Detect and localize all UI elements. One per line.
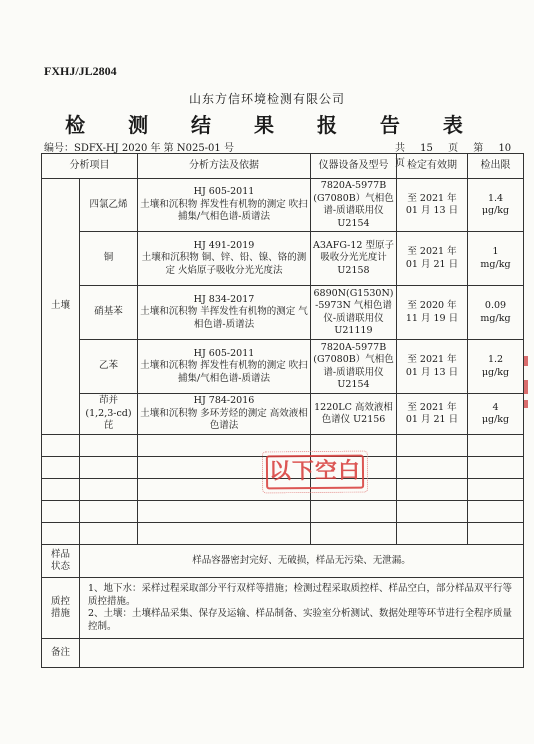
row-item: 茚并 (1,2,3-cd) 芘 [80,394,138,435]
row-method: HJ 834-2017 土壤和沉积物 半挥发性有机物的测定 气相色谱-质谱法 [138,286,311,340]
empty-row [42,501,524,523]
seal-edge-mark [524,400,528,408]
table-row [42,286,524,340]
sample-status-row [42,545,524,578]
row-method: HJ 605-2011 土壤和沉积物 挥发性有机物的测定 吹扫捕集/气相色谱-质谱法 [138,340,311,394]
company-name: 山东方信环境检测有限公司 [188,92,345,106]
page-title: 检 测 结 果 报 告 表 [65,113,481,137]
row-instrument: 7820A-5977B (G7080B）气相色谱-质谱联用仪 U2154 [311,340,397,394]
row-item: 乙苯 [80,340,138,394]
row-instrument: 7820A-5977B (G7080B）气相色谱-质谱联用仪 U2154 [311,179,397,232]
header-validity: 检定有效期 [397,154,468,179]
row-instrument: 6890N(G1530N) -5973N 气相色谱仪-质谱联用仪 U21119 [311,286,397,340]
row-item: 四氯乙烯 [80,179,138,232]
document-code: FXHJ/JL2804 [44,64,117,78]
sample-status-label: 样品 状态 [42,545,80,578]
row-validity: 至 2021 年 01 月 13 日 [397,340,468,394]
row-item: 铜 [80,232,138,286]
empty-row [42,523,524,545]
row-limit: 1.2 μg/kg [468,340,524,394]
row-validity: 至 2020 年 11 月 19 日 [397,286,468,340]
sample-status-text: 样品容器密封完好、无破损，样品无污染、无泄漏。 [80,545,524,578]
seal-edge-mark [524,380,528,394]
row-limit: 4 μg/kg [468,394,524,435]
table-row [42,179,524,232]
row-validity: 至 2021 年 01 月 21 日 [397,232,468,286]
blank-below-stamp: 以下空白 [266,455,364,490]
seal-edge-mark [524,356,528,366]
qc-label: 质控 措施 [42,578,80,639]
header-instrument: 仪器设备及型号 [311,154,397,179]
row-validity: 至 2021 年 01 月 21 日 [397,394,468,435]
qc-row [42,578,524,639]
row-method: HJ 784-2016 土壤和沉积物 多环芳烃的测定 高效液相色谱法 [138,394,311,435]
header-method: 分析方法及依据 [138,154,311,179]
header-limit: 检出限 [468,154,524,179]
row-method: HJ 605-2011 土壤和沉积物 挥发性有机物的测定 吹扫捕集/气相色谱-质谱法 [138,179,311,232]
row-limit: 0.09 mg/kg [468,286,524,340]
row-limit: 1.4 μg/kg [468,179,524,232]
table-row [42,340,524,394]
group-label-soil: 土壤 [42,179,80,435]
remark-label: 备注 [42,639,80,668]
row-instrument: A3AFG-12 型原子吸收分光光度计 U2158 [311,232,397,286]
row-instrument: 1220LC 高效液相色谱仪 U2156 [311,394,397,435]
row-method: HJ 491-2019 土壤和沉积物 铜、锌、铅、镍、铬的测定 火焰原子吸收分光光度法 [138,232,311,286]
remark-row [42,639,524,668]
row-validity: 至 2021 年 01 月 13 日 [397,179,468,232]
page-count: 共 15 页 第 10 页 [395,143,512,169]
header-item: 分析项目 [42,154,138,179]
row-item: 硝基苯 [80,286,138,340]
report-number: 编号：SDFX-HJ 2020 年 第 N025-01 号 [44,143,234,154]
table-header-row [42,154,524,179]
table-row [42,232,524,286]
row-limit: 1 mg/kg [468,232,524,286]
remark-text [80,639,524,668]
table-row [42,394,524,435]
qc-text: 1、地下水：采样过程采取部分平行双样等措施；检测过程采取质控样、样品空白，部分样品双平行等质控措施。 2、土壤：土壤样品采集、保存及运输、样品制备、实验室分析测试、数据处理等环节进行全程序质量控制。 [80,578,524,639]
results-table [41,153,524,668]
